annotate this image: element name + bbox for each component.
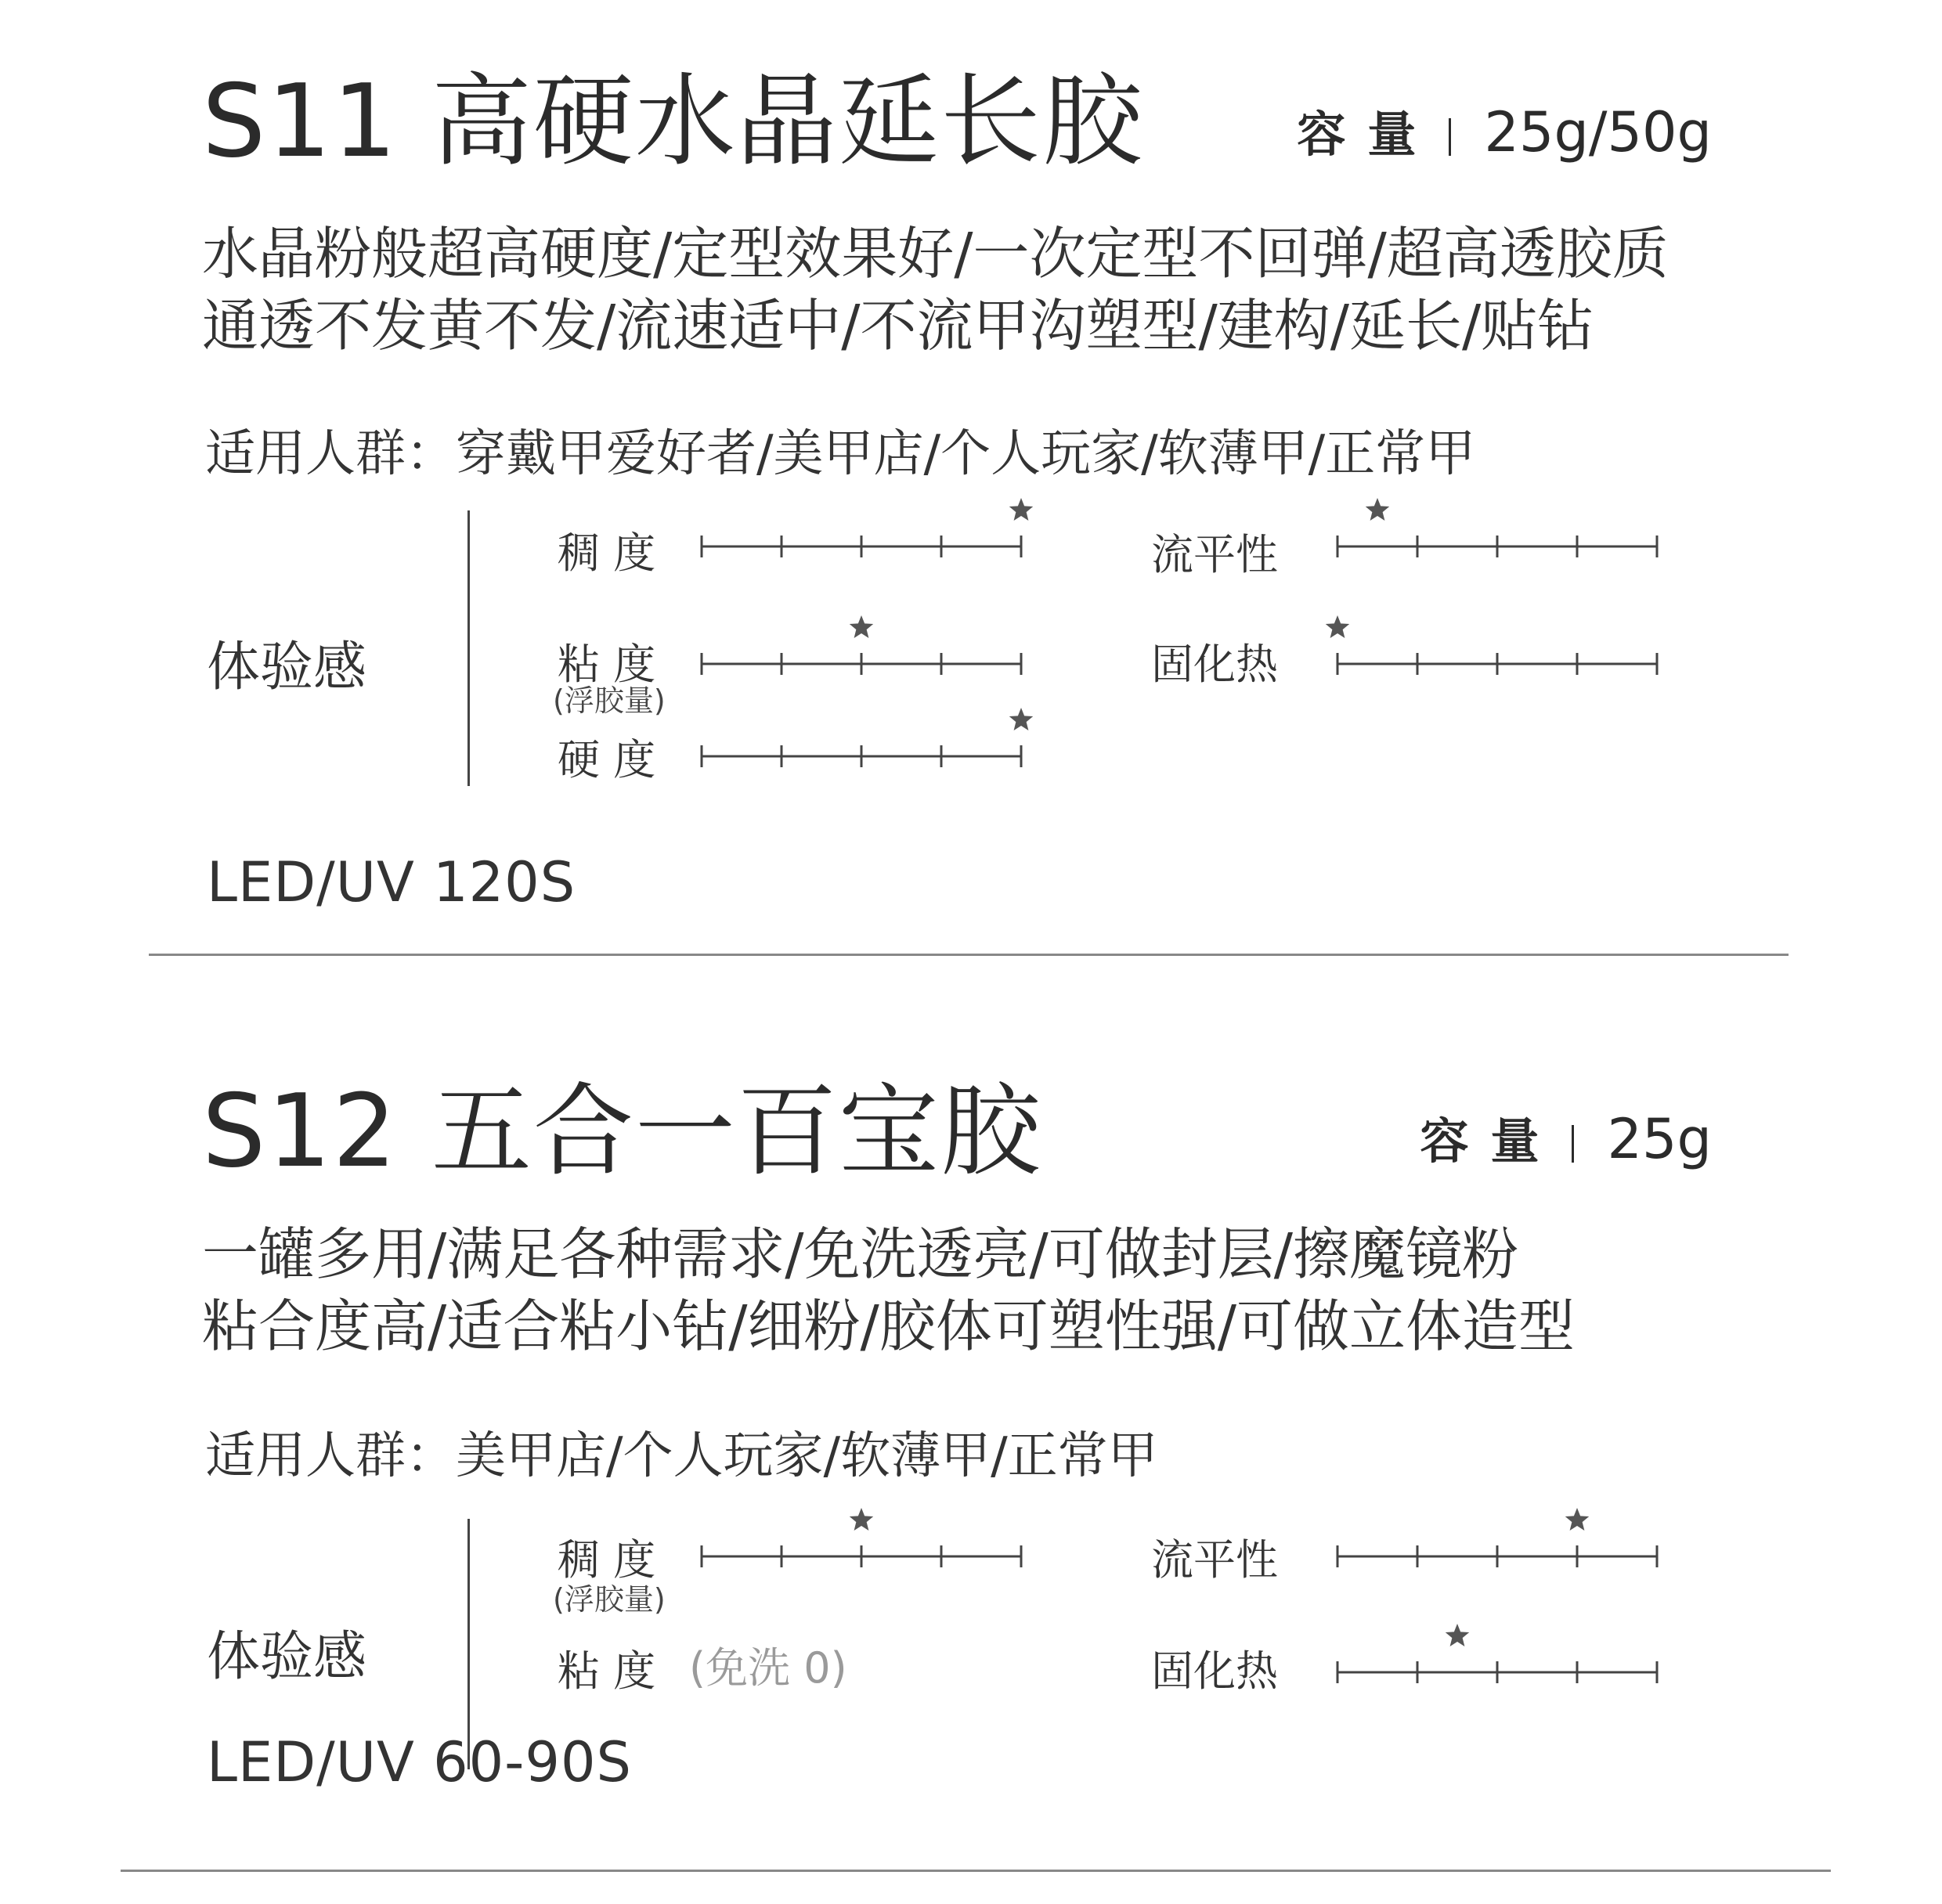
rating-label-viscosity: 粘 度 [558, 640, 656, 689]
rating-scale-hardness [689, 695, 1034, 774]
rating-label-heat: 固化热 [1151, 1646, 1278, 1696]
rating-scale-heat [1325, 603, 1669, 681]
audience: 适用人群：美甲店/个人玩家/软薄甲/正常甲 [205, 1427, 1158, 1485]
capacity-label: 容量 [1297, 106, 1438, 163]
capacity [1297, 100, 1712, 164]
rating-scale-flow [1325, 1495, 1669, 1574]
rating-star-icon [1565, 1508, 1589, 1531]
capacity-value: 25g [1607, 1107, 1712, 1171]
rating-star-icon [1446, 1624, 1469, 1646]
rating-star-icon [1009, 498, 1033, 521]
rating-star-icon [1366, 498, 1389, 521]
rating-label-consistency: 稠 度 [558, 1535, 656, 1585]
rating-label-flow: 流平性 [1151, 1535, 1278, 1585]
capacity-separator [1449, 118, 1451, 156]
rating-star-icon [850, 615, 873, 638]
description-line: 一罐多用/满足各种需求/免洗透亮/可做封层/擦魔镜粉 [202, 1221, 1519, 1287]
capacity-separator [1572, 1125, 1574, 1163]
product-description [202, 218, 1669, 362]
rating-label-flow: 流平性 [1151, 530, 1278, 579]
capacity-value: 25g/50g [1484, 100, 1712, 164]
product-title: S11 高硬水晶延长胶 [202, 63, 1144, 180]
rating-scale-consistency [689, 485, 1034, 564]
vertical-divider [467, 510, 470, 786]
curing-time: LED/UV 60-90S [207, 1730, 632, 1794]
product-description [202, 1218, 1575, 1362]
rating-label-consistency: 稠 度 [558, 528, 656, 578]
capacity-label: 容量 [1420, 1112, 1561, 1170]
rating-label-heat: 固化热 [1151, 640, 1278, 689]
section-divider [121, 1870, 1831, 1872]
description-line: 粘合度高/适合粘小钻/细粉/胶体可塑性强/可做立体造型 [202, 1293, 1576, 1359]
section-divider [149, 954, 1789, 956]
rating-label-hardness: 硬 度 [558, 735, 656, 784]
description-line: 通透不发黄不发/流速适中/不流甲沟塑型/建构/延长/贴钻 [202, 293, 1594, 359]
rating-star-icon [1009, 708, 1033, 730]
curing-time: LED/UV 120S [207, 850, 576, 914]
rating-sublabel-consistency: (浮胶量) [553, 1582, 666, 1617]
rating-note-viscosity: (免洗 0) [689, 1643, 847, 1693]
rating-sublabel-viscosity: (浮胶量) [553, 683, 666, 718]
audience: 适用人群：穿戴甲爱好者/美甲店/个人玩家/软薄甲/正常甲 [205, 425, 1476, 483]
product-card-s12 [0, 1002, 1942, 1879]
rating-star-icon [850, 1508, 873, 1531]
rating-scale-consistency [689, 1495, 1034, 1574]
rating-scale-viscosity [689, 603, 1034, 681]
rating-star-icon [1326, 615, 1349, 638]
rating-label-viscosity: 粘 度 [558, 1646, 656, 1696]
rating-scale-flow [1325, 485, 1669, 564]
experience-label: 体验感 [207, 1626, 367, 1688]
description-line: 水晶粉般超高硬度/定型效果好/一次定型不回弹/超高透胶质 [202, 221, 1669, 287]
capacity [1420, 1107, 1712, 1171]
rating-scale-heat [1325, 1611, 1669, 1689]
experience-label: 体验感 [207, 636, 367, 698]
product-title: S12 五合一百宝胶 [202, 1073, 1042, 1190]
